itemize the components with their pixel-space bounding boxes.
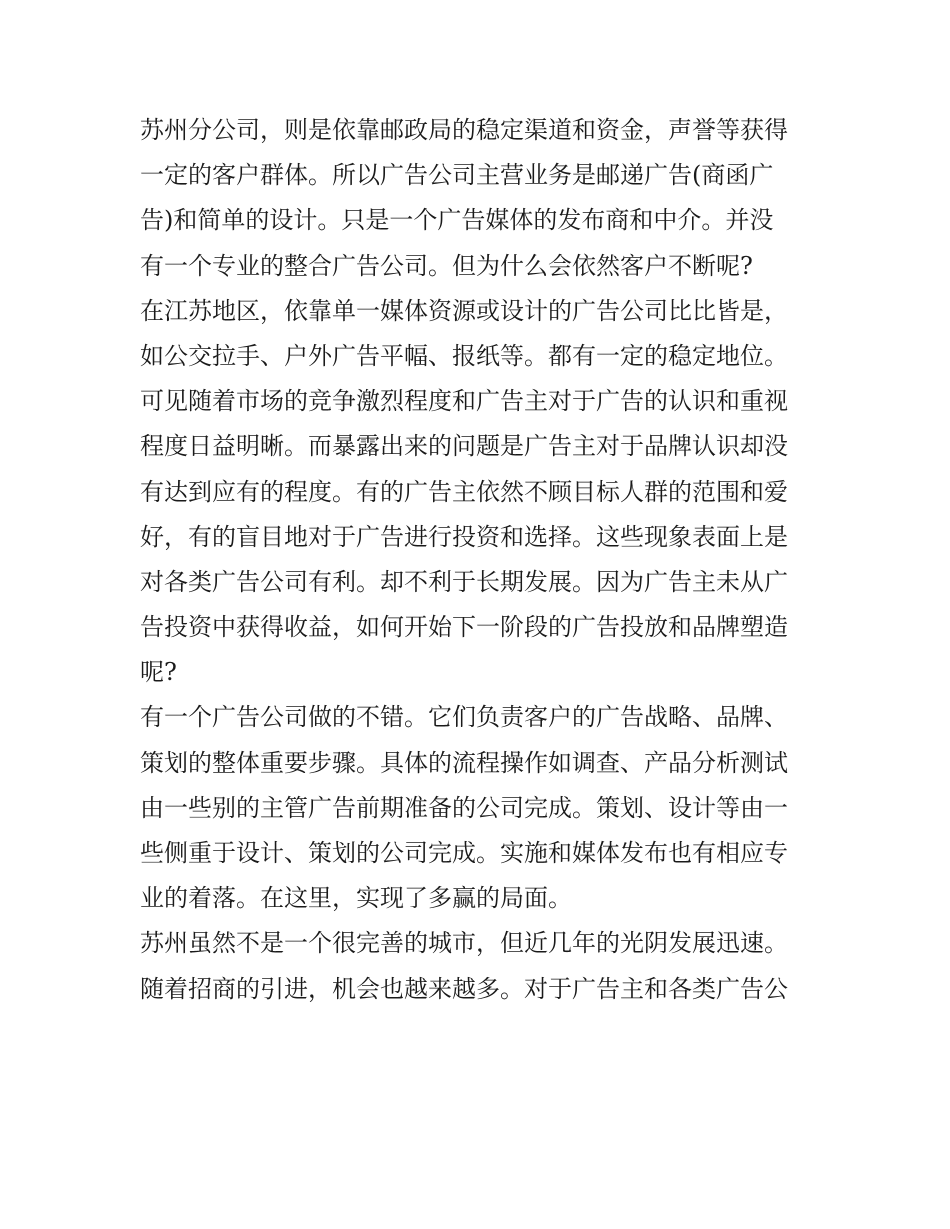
text-line: 苏州虽然不是一个很完善的城市，但近几年的光阴发展迅速。 [140,929,788,958]
paragraph-3 [140,695,820,921]
text-line: 一定的客户群体。所以广告公司主营业务是邮递广告(商函广 [140,161,774,190]
text-line: 有达到应有的程度。有的广告主依然不顾目标人群的范围和爱 [140,477,788,506]
text-line: 告投资中获得收益，如何开始下一阶段的广告投放和品牌塑造 [140,613,788,642]
text-line: 在江苏地区，依靠单一媒体资源或设计的广告公司比比皆是， [140,296,788,325]
paragraph-2 [140,289,820,696]
text-line: 告)和简单的设计。只是一个广告媒体的发布商和中介。并没 [140,206,774,235]
text-line: 有一个广告公司做的不错。它们负责客户的广告战略、品牌、 [140,703,788,732]
text-line: 随着招商的引进，机会也越来越多。对于广告主和各类广告公 [140,974,788,1003]
text-line: 策划的整体重要步骤。具体的流程操作如调查、产品分析测试 [140,748,788,777]
text-line: 好，有的盲目地对于广告进行投资和选择。这些现象表面上是 [140,522,788,551]
text-line: 有一个专业的整合广告公司。但为什么会依然客户不断呢? [140,251,753,280]
document-body [140,108,820,1012]
text-line: 呢? [140,658,177,687]
paragraph-4 [140,921,820,1011]
text-line: 些侧重于设计、策划的公司完成。实施和媒体发布也有相应专 [140,839,788,867]
text-line: 业的着落。在这里，实现了多赢的局面。 [140,884,572,913]
text-line: 可见随着市场的竞争激烈程度和广告主对于广告的认识和重视 [140,387,788,416]
text-line: 对各类广告公司有利。却不利于长期发展。因为广告主未从广 [140,567,788,596]
text-line: 程度日益明晰。而暴露出来的问题是广告主对于品牌认识却没 [140,432,788,461]
text-line: 如公交拉手、户外广告平幅、报纸等。都有一定的稳定地位。 [140,341,788,370]
text-line: 苏州分公司，则是依靠邮政局的稳定渠道和资金，声誉等获得 [140,116,788,144]
paragraph-1 [140,108,820,289]
text-line: 由一些别的主管广告前期准备的公司完成。策划、设计等由一 [140,793,788,822]
